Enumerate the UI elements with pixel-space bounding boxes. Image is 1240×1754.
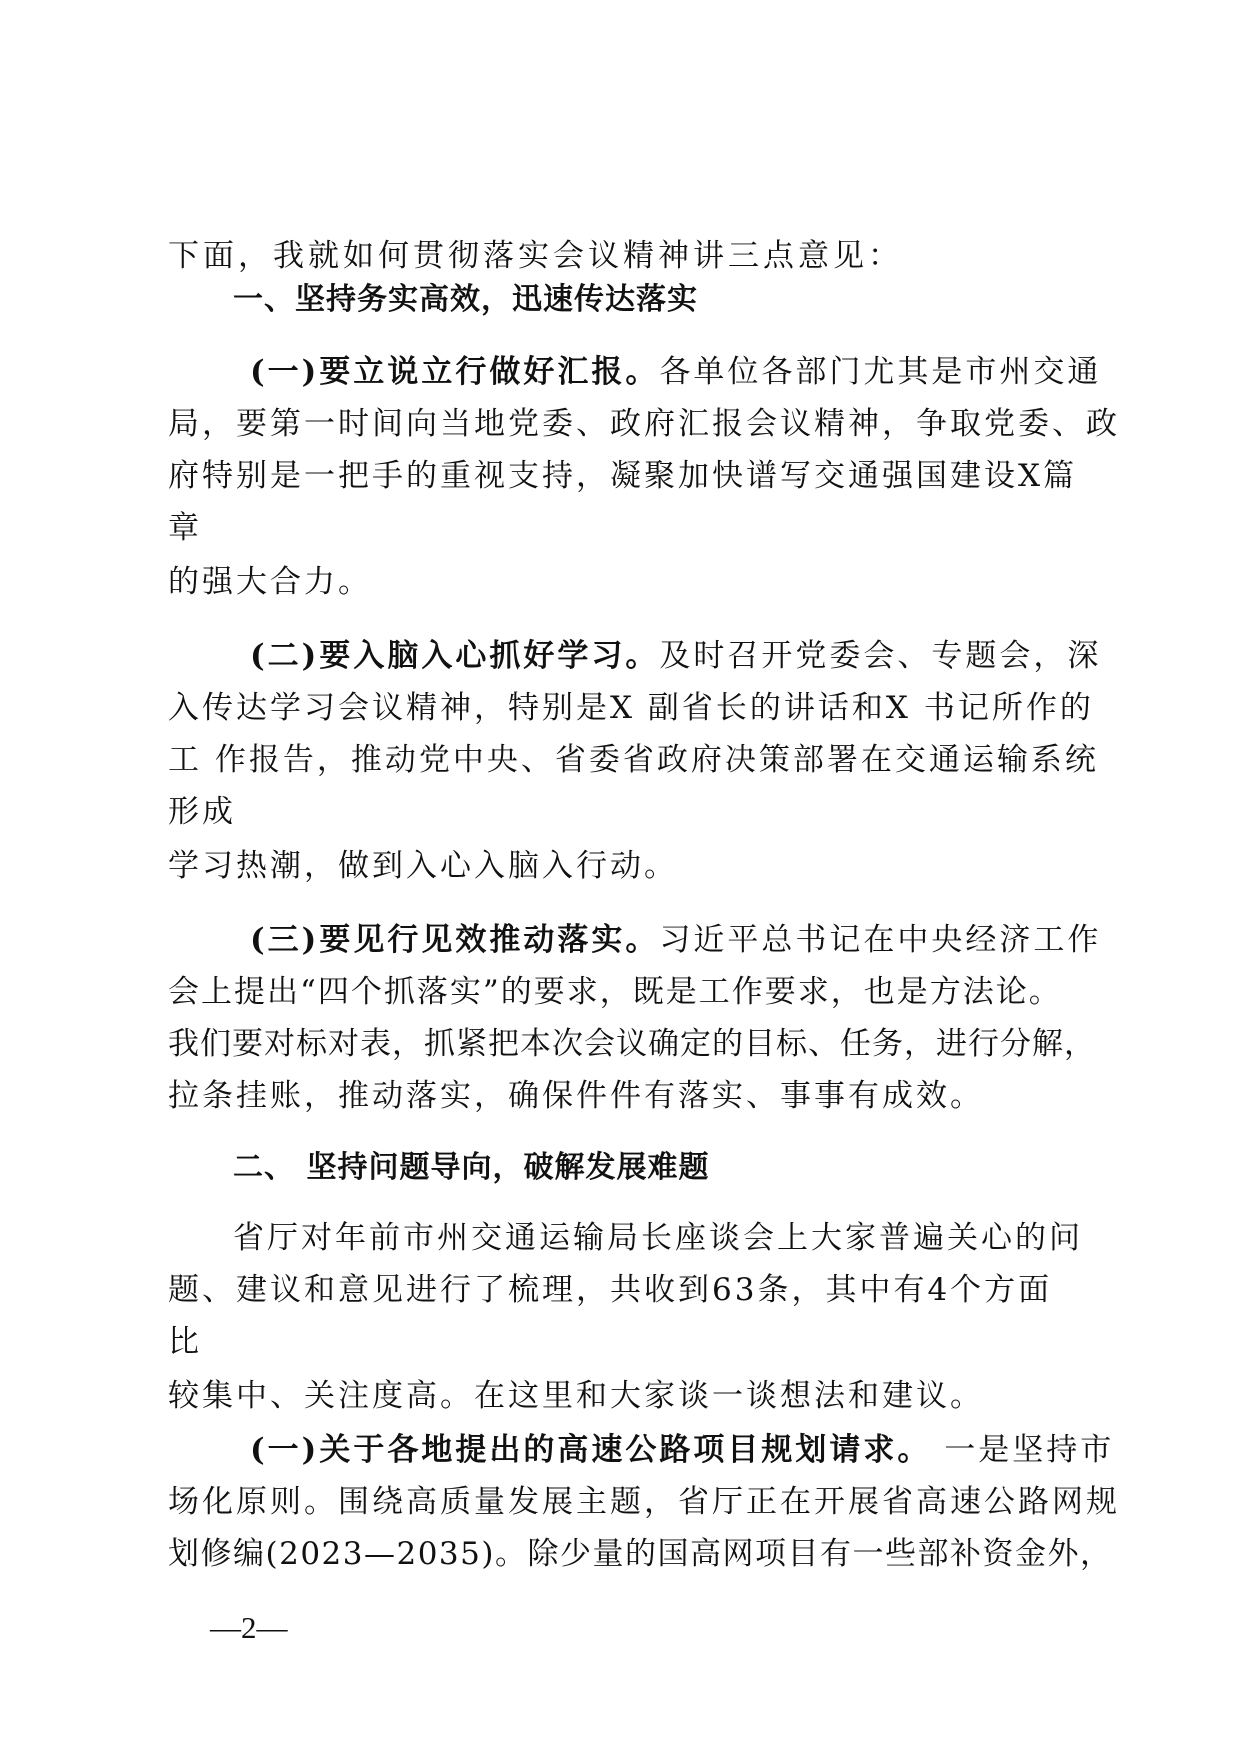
section-2-paragraph-1-line-4: 较集中、关注度高。在这里和大家谈一谈想法和建议。 — [168, 1378, 984, 1414]
section-1-paragraph-3-line-2: 会上提出“四个抓落实”的要求，既是工作要求，也是方法论。 — [168, 974, 1062, 1010]
paragraph-text: 习近平总书记在中央经济工作 — [659, 922, 1102, 958]
section-1-paragraph-1-line-2: 局，要第一时间向当地党委、政府汇报会议精神，争取党委、政 — [168, 406, 1120, 442]
page-number: —2— — [210, 1610, 288, 1645]
section-1-paragraph-1-line-4: 章 — [168, 510, 202, 546]
section-1-paragraph-1-line-5: 的强大合力。 — [168, 564, 372, 600]
paragraph-lead-heading: (二)要入脑入心抓好学习。 — [250, 638, 660, 674]
section-1-paragraph-1-line-3: 府特别是一把手的重视支持，凝聚加快谱写交通强国建设X篇 — [168, 458, 1078, 494]
section-1-paragraph-2-line-1 — [250, 634, 1101, 678]
section-1-paragraph-3-line-3: 我们要对标对表，抓紧把本次会议确定的目标、任务，进行分解， — [168, 1026, 1096, 1062]
section-1-paragraph-1-line-1 — [250, 350, 1101, 394]
section-1-paragraph-2-line-5: 学习热潮，做到入心入脑入行动。 — [168, 848, 678, 884]
section-1-paragraph-2-line-3: 工 作报告，推动党中央、省委省政府决策部署在交通运输系统 — [168, 742, 1099, 778]
section-2-paragraph-1-line-1: 省厅对年前市州交通运输局长座谈会上大家普遍关心的问 — [233, 1220, 1083, 1256]
paragraph-lead-heading: (一)要立说立行做好汇报。 — [250, 354, 660, 390]
section-1-paragraph-3-line-4: 拉条挂账，推动落实，确保件件有落实、事事有成效。 — [168, 1078, 984, 1114]
section-1-paragraph-2-line-2: 入传达学习会议精神，特别是X 副省长的讲话和X 书记所作的 — [168, 690, 1094, 726]
paragraph-text: 一是坚持市 — [931, 1432, 1115, 1468]
section-1-paragraph-3-line-1 — [250, 918, 1101, 962]
intro-paragraph: 下面，我就如何贯彻落实会议精神讲三点意见： — [168, 238, 903, 274]
section-1-heading: 一、坚持务实高效，迅速传达落实 — [233, 282, 698, 317]
section-2-paragraph-2-line-3: 划修编(2023—2035)。除少量的国高网项目有一些部补资金外， — [168, 1536, 1113, 1572]
section-2-paragraph-2-line-1 — [250, 1428, 1114, 1472]
paragraph-lead-heading: (三)要见行见效推动落实。 — [250, 922, 660, 958]
section-1-paragraph-2-line-4: 形成 — [168, 794, 236, 830]
paragraph-lead-heading: (一)关于各地提出的高速公路项目规划请求。 — [250, 1432, 932, 1468]
section-2-paragraph-1-line-2: 题、建议和意见进行了梳理，共收到63条，其中有4个方面 — [168, 1272, 1053, 1308]
paragraph-text: 及时召开党委会、专题会，深 — [659, 638, 1102, 674]
section-2-heading: 二、 坚持问题导向，破解发展难题 — [233, 1150, 710, 1185]
section-2-paragraph-1-line-3: 比 — [168, 1324, 202, 1360]
section-2-paragraph-2-line-2: 场化原则。围绕高质量发展主题，省厅正在开展省高速公路网规 — [168, 1484, 1120, 1520]
paragraph-text: 各单位各部门尤其是市州交通 — [659, 354, 1102, 390]
